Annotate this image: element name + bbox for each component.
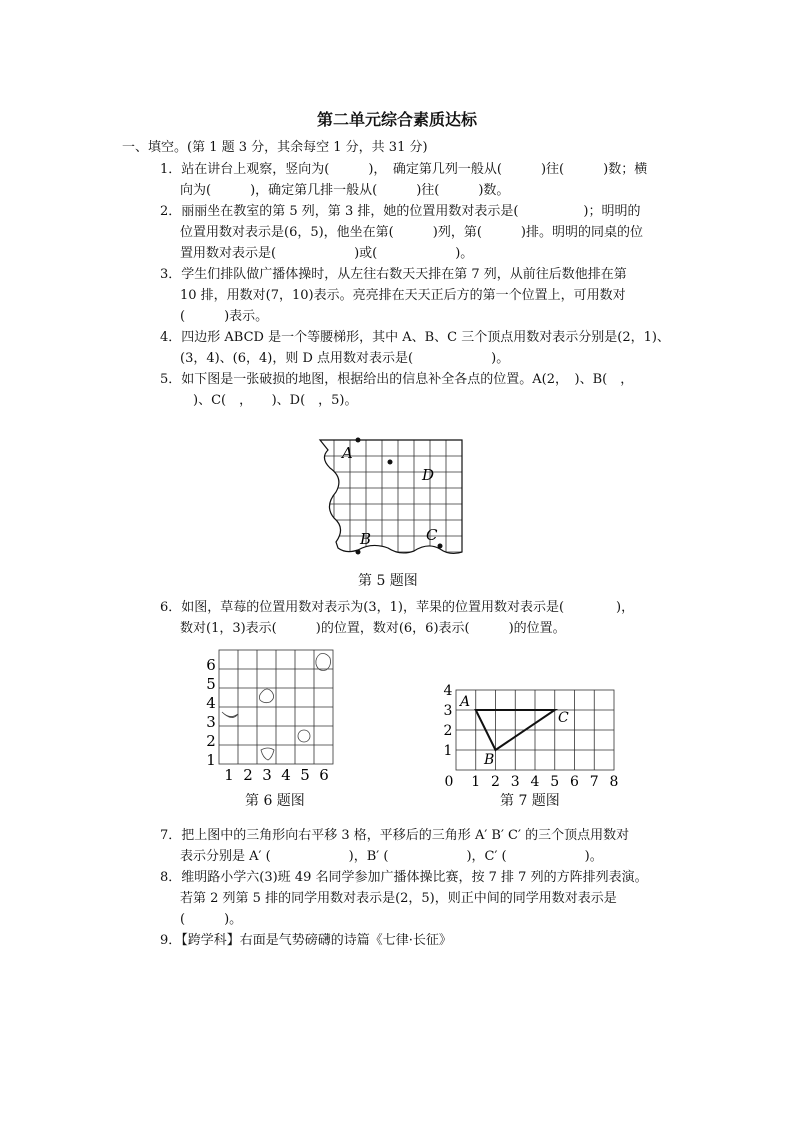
point-c bbox=[438, 544, 443, 549]
fig7-triangle-grid bbox=[438, 684, 628, 788]
fig7-xtick: 2 bbox=[491, 774, 500, 788]
section-heading: 一、填空。(第 1 题 3 分，其余每空 1 分，共 31 分) bbox=[122, 140, 428, 155]
fig7-xtick: 4 bbox=[530, 774, 540, 788]
q4-line1: 4．四边形 ABCD 是一个等腰梯形，其中 A、B、C 三个顶点用数对表示分别是(2，1)、 bbox=[160, 330, 670, 345]
q4-line2: (3，4)、(6，4)，则 D 点用数对表示是( )。 bbox=[180, 351, 510, 366]
q2-line2: 位置用数对表示是(6，5)，他坐在第( )列，第( )排。明明的同桌的位 bbox=[180, 225, 643, 240]
fig6-ytick: 3 bbox=[206, 713, 216, 731]
fig6-caption: 第 6 题图 bbox=[245, 793, 305, 809]
strawberry-icon bbox=[261, 748, 274, 760]
label-d: D bbox=[422, 466, 435, 484]
q3-line2: 10 排，用数对(7，10)表示。亮亮排在天天正后方的第一个位置上，可用数对 bbox=[180, 288, 626, 303]
fig7-xtick: 5 bbox=[550, 774, 560, 788]
point-d bbox=[388, 460, 393, 465]
q2-line1: 2．丽丽坐在教室的第 5 列，第 3 排，她的位置用数对表示是( )；明明的 bbox=[160, 204, 641, 219]
banana-icon bbox=[222, 712, 238, 718]
label-b: B bbox=[360, 530, 372, 548]
peach-icon bbox=[259, 689, 273, 703]
fig7-xtick: 8 bbox=[609, 774, 619, 788]
fig7-xtick: 3 bbox=[510, 774, 520, 788]
q7-line1: 7．把上图中的三角形向右平移 3 格，平移后的三角形 A′ B′ C′ 的三个顶点用数对 bbox=[160, 828, 630, 843]
fig6-ytick: 5 bbox=[206, 675, 216, 693]
fig7-ytick: 4 bbox=[443, 684, 453, 699]
fig7-label-a: A bbox=[460, 694, 471, 710]
q1-line1: 1．站在讲台上观察，竖向为( )， 确定第几列一般从( )往( )数；横 bbox=[160, 162, 648, 177]
pear-icon bbox=[316, 654, 331, 671]
fig7-ytick: 2 bbox=[443, 723, 453, 739]
q6-line1: 6．如图，草莓的位置用数对表示为(3，1)，苹果的位置用数对表示是( )， bbox=[160, 600, 635, 615]
point-a bbox=[356, 438, 361, 443]
fig7-xtick: 6 bbox=[570, 774, 579, 788]
fig7-ytick: 1 bbox=[443, 743, 453, 759]
q8-line2: 若第 2 列第 5 排的同学用数对表示是(2，5)，则正中间的同学用数对表示是 bbox=[180, 891, 617, 906]
fig6-ytick: 6 bbox=[206, 656, 216, 674]
fig7-ytick: 3 bbox=[443, 703, 453, 719]
fig7-xtick: 1 bbox=[471, 774, 481, 788]
fig6-ytick: 1 bbox=[206, 751, 216, 769]
fig5-caption: 第 5 题图 bbox=[358, 573, 418, 589]
fig6-ytick: 2 bbox=[206, 732, 216, 750]
fig6-xtick: 1 bbox=[224, 766, 234, 784]
q2-line3: 置用数对表示是( )或( )。 bbox=[180, 246, 474, 261]
fig5-torn-map bbox=[310, 432, 470, 562]
q3-line1: 3．学生们排队做广播体操时，从左往右数天天排在第 7 列，从前往后数他排在第 bbox=[160, 267, 627, 282]
fig7-tick: 0 bbox=[444, 774, 454, 788]
fig6-xtick: 2 bbox=[243, 766, 253, 784]
fig6-ytick: 4 bbox=[206, 694, 216, 712]
q5-line2: )、C( ， )、D( ，5)。 bbox=[180, 393, 358, 408]
q9-line1: 9．【跨学科】右面是气势磅礴的诗篇《七律·长征》 bbox=[160, 933, 452, 948]
fig6-xtick: 3 bbox=[262, 766, 272, 784]
fig7-caption: 第 7 题图 bbox=[500, 793, 560, 809]
q5-line1: 5．如下图是一张破损的地图，根据给出的信息补全各点的位置。A(2， )、B( ， bbox=[160, 372, 634, 387]
q8-line1: 8．维明路小学六(3)班 49 名同学参加广播体操比赛，按 7 排 7 列的方阵排列表演。 bbox=[160, 870, 648, 885]
label-c: C bbox=[426, 526, 438, 544]
point-b bbox=[356, 550, 361, 555]
apple-icon bbox=[298, 730, 310, 742]
q7-line2: 表示分别是 A′ ( )，B′ ( )，C′ ( )。 bbox=[180, 849, 603, 864]
q1-line2: 向为( )，确定第几排一般从( )往( )数。 bbox=[180, 183, 510, 198]
fig6-xtick: 5 bbox=[300, 766, 310, 784]
fig6-xtick: 6 bbox=[319, 766, 329, 784]
fig7-xtick: 7 bbox=[589, 774, 599, 788]
page-title: 第二单元综合素质达标 bbox=[316, 110, 477, 129]
fig7-label-b: B bbox=[484, 752, 495, 768]
q6-line2: 数对(1，3)表示( )的位置，数对(6，6)表示( )的位置。 bbox=[180, 621, 566, 636]
fig6-fruit-grid bbox=[200, 644, 350, 784]
label-a: A bbox=[342, 444, 353, 462]
q3-line3: ( )表示。 bbox=[180, 309, 269, 324]
fig6-xtick: 4 bbox=[281, 766, 291, 784]
q8-line3: ( )。 bbox=[180, 912, 243, 927]
fig7-label-c: C bbox=[558, 710, 569, 726]
